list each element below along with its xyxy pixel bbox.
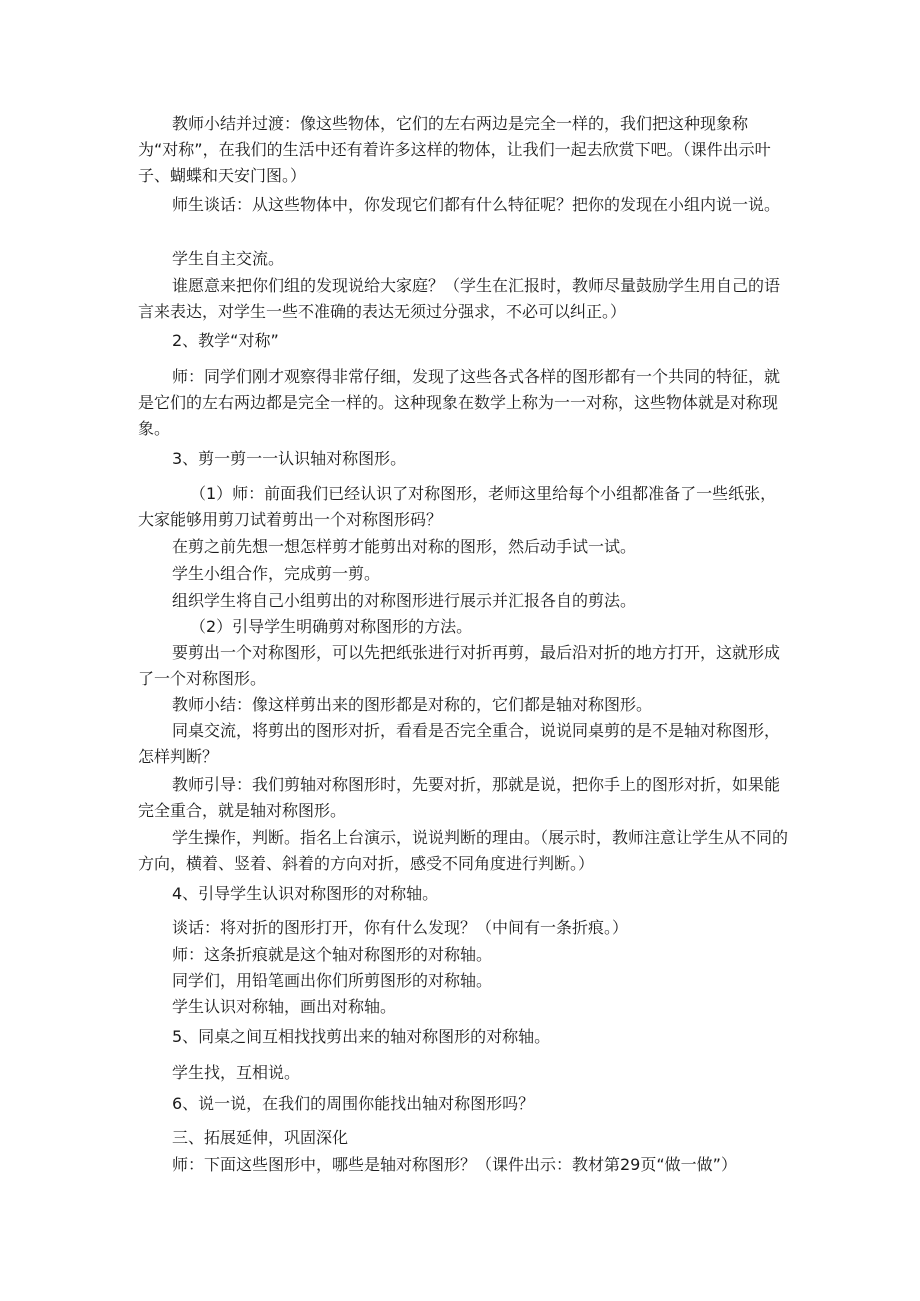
paragraph-step-1: （1）师：前面我们已经认识了对称图形，老师这里给每个小组都准备了一些纸张，大家能够用剪刀试着剪出一个对称图形码？ [138,484,777,529]
paragraph-cutting-method: 要剪出一个对称图形，可以先把纸张进行对折再剪，最后沿对折的地方打开，这就形成了一个对称图形。 [138,643,781,688]
section-heading-extension: 三、拓展延伸，巩固深化 [172,1128,349,1147]
paragraph-student-exchange: 学生自主交流。 [172,249,285,268]
section-heading-2: 2、教学“对称” [172,331,279,350]
paragraph-teacher-student-talk: 师生谈话：从这些物体中，你发现它们都有什么特征呢？把你的发现在小组内说一说。 [172,195,781,214]
paragraph-summary-transition: 教师小结并过渡：像这些物体，它们的左右两边是完全一样的，我们把这种现象称为“对称”，在我们的生活中还有着许多这样的物体，让我们一起去欣赏下吧。（课件出示叶子、蝴蝶和天安门图。） [138,114,771,185]
section-heading-6: 6、说一说，在我们的周围你能找出轴对称图形吗？ [172,1094,535,1113]
paragraph-display-report: 组织学生将自己小组剪出的对称图形进行展示并汇报各自的剪法。 [172,591,637,610]
paragraph-group-report: 谁愿意来把你们组的发现说给大家庭？（学生在汇报时，教师尽量鼓励学生用自己的语言来表达，对学生一些不准确的表达无须过分强求，不必可以纠正。） [138,276,781,321]
paragraph-step-2: （2）引导学生明确剪对称图形的方法。 [190,617,473,636]
paragraph-recognize-axis: 学生认识对称轴，画出对称轴。 [172,997,397,1016]
section-heading-3: 3、剪一剪一一认识轴对称图形。 [172,449,407,468]
paragraph-student-operation: 学生操作，判断。指名上台演示，说说判断的理由。（展示时，教师注意让学生从不同的方向，横着、竖着、斜着的方向对折，感受不同角度进行判断。） [138,828,789,873]
paragraph-think-before-cut: 在剪之前先想一想怎样剪才能剪出对称的图形，然后动手试一试。 [172,537,637,556]
paragraph-symmetry-explanation: 师：同学们刚才观察得非常仔细，发现了这些各式各样的图形都有一个共同的特征，就是它们的左右两边都是完全一样的。这种现象在数学上称为一一对称，这些物体就是对称现象。 [138,367,781,438]
paragraph-exercise-question: 师：下面这些图形中，哪些是轴对称图形？（课件出示：教材第29页“做一做”） [172,1155,737,1174]
paragraph-find-say: 学生找，互相说。 [172,1063,301,1082]
section-heading-5: 5、同桌之间互相找找剪出来的轴对称图形的对称轴。 [172,1027,551,1046]
section-heading-4: 4、引导学生认识对称图形的对称轴。 [172,884,439,903]
paragraph-crease-axis: 师：这条折痕就是这个轴对称图形的对称轴。 [172,945,493,964]
paragraph-group-cooperation: 学生小组合作，完成剪一剪。 [172,564,381,583]
paragraph-desk-mate-exchange: 同桌交流，将剪出的图形对折，看看是否完全重合，说说同桌剪的是不是轴对称图形，怎样判断？ [138,721,781,766]
paragraph-talk-fold: 谈话：将对折的图形打开，你有什么发现？（中间有一条折痕。） [172,918,629,937]
paragraph-teacher-guidance: 教师引导：我们剪轴对称图形时，先要对折，那就是说，把你手上的图形对折，如果能完全重合，就是轴对称图形。 [138,775,781,820]
paragraph-draw-axis: 同学们，用铅笔画出你们所剪图形的对称轴。 [172,971,493,990]
paragraph-teacher-summary: 教师小结：像这样剪出来的图形都是对称的，它们都是轴对称图形。 [172,695,653,714]
